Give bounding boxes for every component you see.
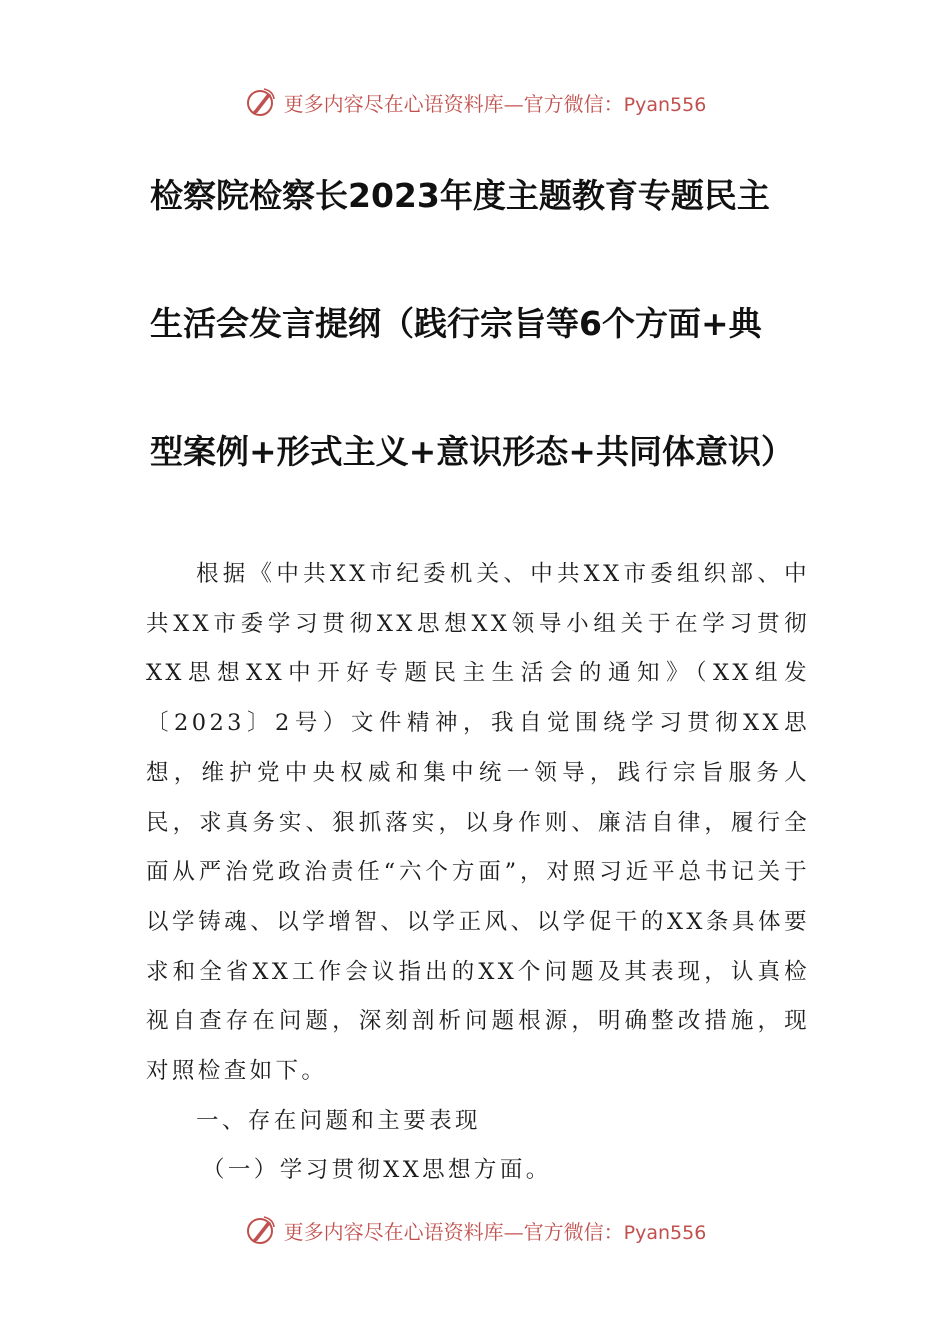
title-line-1: 检察院检察长2023年度主题教育专题民主 [150,176,770,215]
watermark-wechat-id: Pyan556 [623,93,707,116]
watermark-wechat-id: Pyan556 [623,1221,707,1244]
title-line-2: 生活会发言提纲（践行宗旨等6个方面+典 [150,304,762,343]
section-heading: 一、存在问题和主要表现 [196,1107,481,1134]
watermark-header [0,82,950,122]
subsection-heading: （一）学习贯彻XX思想方面。 [202,1157,552,1184]
document-title [150,148,810,532]
document-body [146,550,810,1196]
pen-quill-logo-icon [244,85,278,119]
watermark-text: 更多内容尽在心语资料库—官方微信：Pyan556 [283,91,707,116]
watermark-footer [0,1210,950,1250]
intro-paragraph: 根据《中共XX市纪委机关、中共XX市委组织部、中共XX市委学习贯彻XX思想XX领导小组关于在学习贯彻XX思想XX中开好专题民主生活会的通知》（XX组发〔2023〕2号）文件精神，我自觉围绕学习贯彻XX思想，维护党中央权威和集中统一领导，践行宗旨服务人民，求真务实、狠抓落实，以身作则、廉洁自律，履行全面从严治党政治责任“六个方面”，对照习近平总书记关于以学铸魂、以学增智、以学正风、以学促干的XX条具体要求和全省XX工作会议指出的XX个问题及其表现，认真检视自查存在问题，深刻剖析问题根源，明确整改措施，现对照检查如下。 [146,561,810,1085]
watermark-text: 更多内容尽在心语资料库—官方微信：Pyan556 [283,1219,707,1244]
title-line-3: 型案例+形式主义+意识形态+共同体意识） [150,432,794,471]
pen-quill-logo-icon [244,1213,278,1247]
